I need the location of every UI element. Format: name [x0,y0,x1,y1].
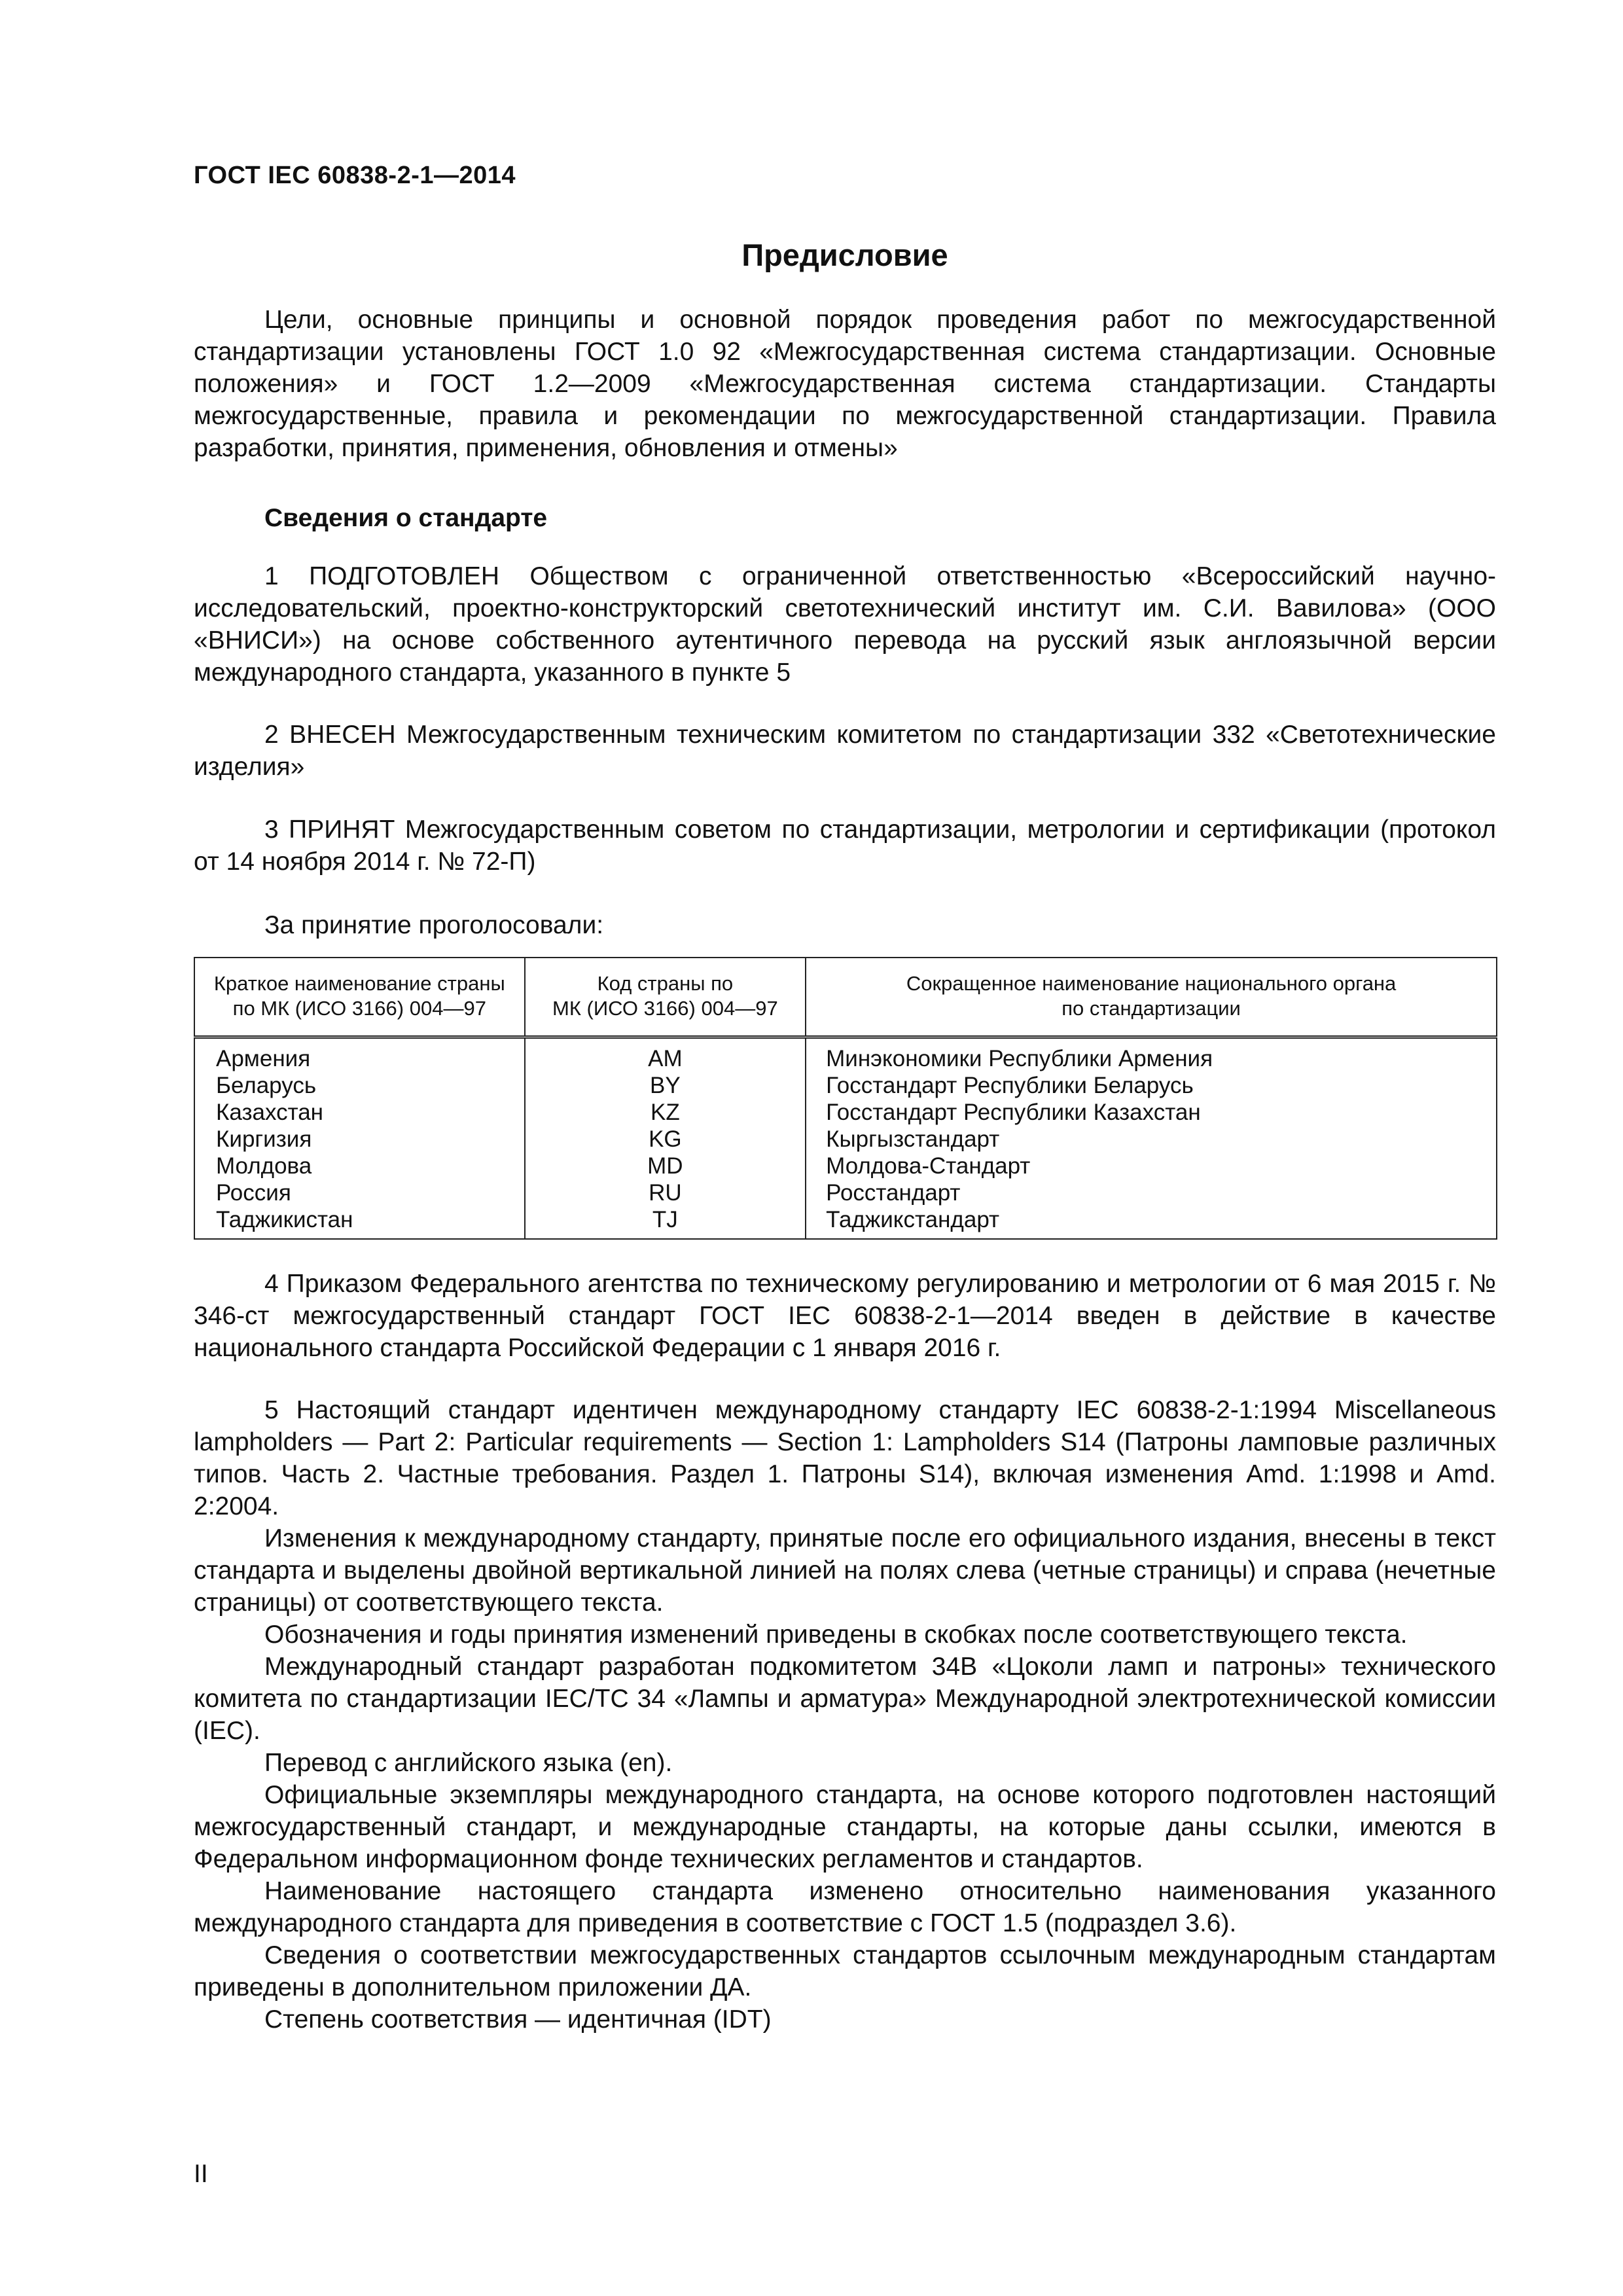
item-5-block [194,1394,1496,2036]
standard-code-header: ГОСТ IEC 60838-2-1—2014 [194,162,516,189]
name-change-paragraph: Наименование настоящего стандарта изменено относительно наименования указанного международного стандарта для приведения в соответствие с ГОСТ 1.5 (подраздел 3.6). [194,1877,1496,1937]
item-3-block [194,814,1496,878]
body-cell: Госстандарт Республики Казахстан [806,1099,1497,1126]
item-5-paragraph: 5 Настоящий стандарт идентичен международному стандарту IEC 60838-2-1:1994 Miscellaneous lampholders — Part 2: Particular requirements — Section 1: Lampholders S14 (Патроны ламповые различных типов. Часть 2. Частные требования. Раздел 1. Патроны S14), включая изменения Amd. 1:1998 и Amd. 2:2004. [194,1396,1496,1520]
body-cell: Минэкономики Республики Армения [806,1037,1497,1073]
voting-table [194,957,1497,1240]
header-country-line2: по МК (ИСО 3166) 004—97 [232,997,486,1020]
item-1-block [194,560,1496,689]
page-title: Предисловие [741,238,948,272]
body-cell: Молдова-Стандарт [806,1153,1497,1179]
header-body-line2: по стандартизации [1061,997,1241,1020]
developer-paragraph: Международный стандарт разработан подкомитетом 34В «Цоколи ламп и патроны» технического комитета по стандартизации IEC/TC 34 «Лампы и арматура» Международной электротехнической комиссии (IEC). [194,1653,1496,1745]
code-cell: MD [525,1153,806,1179]
code-cell: TJ [525,1206,806,1239]
code-cell: RU [525,1179,806,1206]
table-row [194,1037,1497,1073]
country-cell: Беларусь [194,1072,525,1099]
item-2-block [194,719,1496,783]
page-number: II [194,2160,208,2188]
country-cell: Киргизия [194,1126,525,1153]
item-3-paragraph: 3 ПРИНЯТ Межгосударственным советом по стандартизации, метрологии и сертификации (протокол от 14 ноября 2014 г. № 72-П) [194,816,1496,876]
table-row [194,1153,1497,1179]
table-row [194,1206,1497,1239]
translation-paragraph: Перевод с английского языка (en). [264,1749,673,1777]
body-cell: Кыргызстандарт [806,1126,1497,1153]
amendments-paragraph: Изменения к международному стандарту, принятые после его официального издания, внесены в текст стандарта и выделены двойной вертикальной линией на полях слева (четные страницы) и справа (нечетные страницы) от соответствующего текста. [194,1524,1496,1617]
header-national-body [806,958,1497,1037]
header-code-line1: Код страны по [597,972,734,995]
header-country-name [194,958,525,1037]
item-1-paragraph: 1 ПОДГОТОВЛЕН Обществом с ограниченной ответственностью «Всероссийский научно-исследовательский, проектно-конструкторский светотехнический институт им. С.И. Вавилова» (ООО «ВНИСИ») на основе собственного аутентичного перевода на русский язык англоязычной версии международного стандарта, указанного в пункте 5 [194,562,1496,687]
header-code-line2: МК (ИСО 3166) 004—97 [552,997,778,1020]
section-subheading: Сведения о стандарте [264,504,548,532]
country-cell: Таджикистан [194,1206,525,1239]
table-row [194,1099,1497,1126]
table-row [194,1072,1497,1099]
table-row [194,1126,1497,1153]
country-cell: Казахстан [194,1099,525,1126]
body-cell: Госстандарт Республики Беларусь [806,1072,1497,1099]
code-cell: AM [525,1037,806,1073]
table-header-row [194,958,1497,1037]
country-cell: Армения [194,1037,525,1073]
body-cell: Росстандарт [806,1179,1497,1206]
intro-paragraph: Цели, основные принципы и основной порядок проведения работ по межгосударственной стандартизации установлены ГОСТ 1.0 92 «Межгосударственная система стандартизации. Основные положения» и ГОСТ 1.2—2009 «Межгосударственная система стандартизации. Стандарты межгосударственные, правила и рекомендации по межгосударственной стандартизации. Правила разработки, принятия, применения, обновления и отмены» [194,306,1496,462]
item-4-paragraph: 4 Приказом Федерального агентства по техническому регулированию и метрологии от 6 мая 2015 г. № 346-ст межгосударственный стандарт ГОСТ IEC 60838-2-1—2014 введен в действие в качестве национального стандарта Российской Федерации с 1 января 2016 г. [194,1270,1496,1362]
amendment-notation-paragraph: Обозначения и годы принятия изменений приведены в скобках после соответствующего текста. [264,1621,1408,1649]
vote-label: За принятие проголосовали: [264,911,604,939]
intro-block [194,304,1496,464]
header-country-line1: Краткое наименование страны [213,972,505,995]
conformity-degree-paragraph: Степень соответствия — идентичная (IDT) [264,2005,772,2034]
body-cell: Таджикстандарт [806,1206,1497,1239]
table-row [194,1179,1497,1206]
code-cell: KZ [525,1099,806,1126]
code-cell: BY [525,1072,806,1099]
item-4-block [194,1268,1496,1364]
header-body-line1: Сокращенное наименование национального органа [906,972,1397,995]
header-country-code [525,958,806,1037]
references-paragraph: Сведения о соответствии межгосударственных стандартов ссылочным международным стандартам приведены в дополнительном приложении ДА. [194,1941,1496,2001]
code-cell: KG [525,1126,806,1153]
country-cell: Россия [194,1179,525,1206]
country-cell: Молдова [194,1153,525,1179]
item-2-paragraph: 2 ВНЕСЕН Межгосударственным техническим комитетом по стандартизации 332 «Светотехнические изделия» [194,721,1496,781]
official-copies-paragraph: Официальные экземпляры международного стандарта, на основе которого подготовлен настоящий межгосударственный стандарт, и международные стандарты, на которые даны ссылки, имеются в Федеральном информационном фонде технических регламентов и стандартов. [194,1781,1496,1873]
